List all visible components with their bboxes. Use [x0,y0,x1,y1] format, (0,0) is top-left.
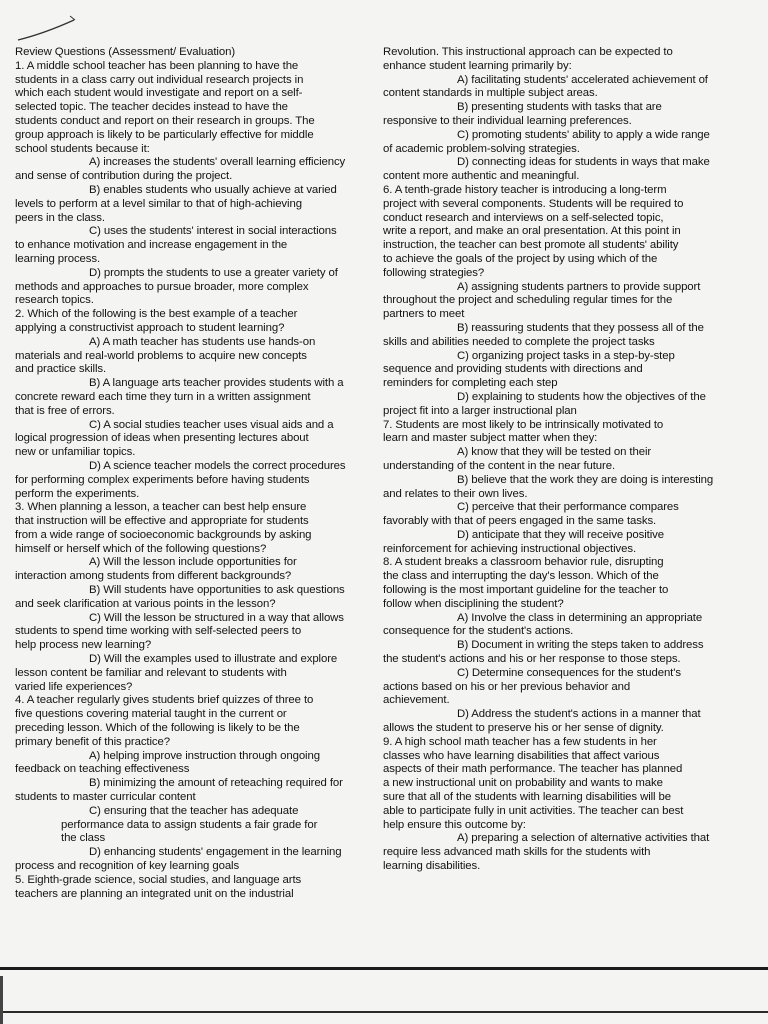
text-line: consequence for the student's actions. [383,625,574,638]
text-line: B) A language arts teacher provides students with a [89,377,344,390]
text-line: materials and real-world problems to acquire new concepts [15,349,307,362]
text-line: 7. Students are most likely to be intrinsically motivated to [383,418,664,431]
text-line: Revolution. This instructional approach can be expected to [383,46,673,58]
text-line: peers in the class. [15,211,105,224]
text-line: applying a constructivist approach to student learning? [15,321,285,334]
text-line: A) helping improve instruction through ongoing [89,749,320,762]
text-line: A) Involve the class in determining an appropriate [457,611,703,624]
text-line: responsive to their individual learning preferences. [383,114,632,127]
text-line: A) assigning students partners to provide support [457,280,701,293]
text-line: C) uses the students' interest in social interactions [89,225,337,238]
text-line: to enhance motivation and increase engagement in the [15,239,288,252]
text-line: interaction among students from different backgrounds? [15,570,292,583]
text-line: 4. A teacher regularly gives students brief quizzes of three to [15,694,314,707]
text-line: selected topic. The teacher decides instead to have the [15,101,288,114]
text-line: C) promoting students' ability to apply a wide range [457,128,710,141]
text-line: five questions covering material taught in the current or [15,708,287,721]
text-line: teachers are planning an integrated unit on the industrial [15,887,294,900]
text-line: and relates to their own lives. [383,487,528,500]
text-line: instruction, the teacher can best promote all students' ability [383,239,679,252]
text-line: D) explaining to students how the objectives of the [457,390,706,403]
text-line: C) A social studies teacher uses visual aids and a [89,418,334,431]
text-line: that is free of errors. [15,404,115,417]
text-line: B) presenting students with tasks that are [457,101,662,114]
text-line: Review Questions (Assessment/ Evaluation) [15,46,236,58]
text-line: group approach is likely to be particularly effective for middle [15,128,314,141]
text-line: A) know that they will be tested on their [457,446,652,459]
text-line: new or unfamiliar topics. [15,446,136,459]
text-line: students to master curricular content [15,791,196,804]
text-line: D) Address the student's actions in a manner that [457,708,701,721]
text-line: varied life experiences? [15,680,133,693]
text-line: follow when disciplining the student? [383,597,564,610]
right-column [383,46,743,874]
text-line: content standards in multiple subject areas. [383,87,598,100]
text-line: help ensure this outcome by: [383,818,526,831]
text-line: D) enhancing students' engagement in the learning [89,846,342,859]
text-line: achievement. [383,694,450,707]
scan-edge-mark [0,976,3,1024]
text-line: 2. Which of the following is the best example of a teacher [15,308,298,321]
text-line: A) increases the students' overall learning efficiency [89,156,346,169]
text-line: enhance student learning primarily by: [383,59,572,72]
text-line: D) prompts the students to use a greater variety of [89,266,338,279]
text-line: C) organizing project tasks in a step-by-step [457,349,675,362]
text-line: skills and abilities needed to complete the project tasks [383,335,655,348]
text-line: learning process. [15,252,101,265]
text-line: and practice skills. [15,363,107,376]
text-line: of academic problem-solving strategies. [383,142,580,155]
text-line: aspects of their math performance. The teacher has planned [383,763,683,776]
left-column [15,46,380,901]
text-line: school students because it: [15,142,150,155]
text-line: to achieve the goals of the project by using which of the [383,252,658,265]
text-line: himself or herself which of the following questions? [15,542,267,555]
text-line: actions based on his or her previous behavior and [383,680,631,693]
text-line: C) ensuring that the teacher has adequate [89,804,299,817]
text-line: reinforcement for achieving instructional objectives. [383,542,637,555]
text-line: performance data to assign students a fair grade for [61,818,318,831]
text-line: partners to meet [383,308,465,321]
text-line: 6. A tenth-grade history teacher is introducing a long-term [383,183,667,196]
pen-mark-icon [14,10,84,50]
text-line: primary benefit of this practice? [15,735,170,748]
text-line: a new instructional unit on probability and wants to make [383,777,663,790]
text-line: D) anticipate that they will receive positive [457,528,664,541]
text-line: C) perceive that their performance compares [457,501,679,514]
text-line: which each student would investigate and report on a self- [15,87,303,100]
text-line: D) connecting ideas for students in ways that make [457,156,710,169]
text-line: help process new learning? [15,639,152,652]
text-line: B) Document in writing the steps taken to address [457,639,704,652]
text-line: B) enables students who usually achieve at varied [89,183,337,196]
text-line: sequence and providing students with directions and [383,363,643,376]
text-line: D) A science teacher models the correct procedures [89,459,346,472]
text-line: 3. When planning a lesson, a teacher can best help ensure [15,501,307,514]
text-line: 5. Eighth-grade science, social studies, and language arts [15,873,302,886]
text-line: throughout the project and scheduling regular times for the [383,294,673,307]
text-line: C) Will the lesson be structured in a way that allows [89,611,344,624]
text-line: for performing complex experiments before having students [15,473,310,486]
text-line: methods and approaches to pursue broader, more complex [15,280,309,293]
scan-edge-line [0,1011,768,1013]
text-line: conduct research and interviews on a self-selected topic, [383,211,664,224]
text-line: B) minimizing the amount of reteaching required for [89,777,343,790]
text-line: learn and master subject matter when they: [383,432,598,445]
text-line: 1. A middle school teacher has been planning to have the [15,59,299,72]
text-line: allows the student to preserve his or her sense of dignity. [383,722,664,735]
text-line: A) facilitating students' accelerated achievement of [457,73,708,86]
text-line: write a report, and make an oral presentation. At this point in [383,225,681,238]
text-line: project fit into a larger instructional plan [383,404,577,417]
text-line: project with several components. Students will be required to [383,197,684,210]
text-line: students to spend time working with self-selected peers to [15,625,302,638]
text-line: concrete reward each time they turn in a written assignment [15,390,311,403]
text-line: levels to perform at a level similar to that of high-achieving [15,197,302,210]
text-line: favorably with that of peers engaged in the same tasks. [383,515,657,528]
text-line: B) believe that the work they are doing is interesting [457,473,714,486]
text-line: the class [61,832,106,845]
text-line: research topics. [15,294,94,307]
text-line: students conduct and report on their research in groups. The [15,114,315,127]
text-line: from a wide range of socioeconomic backgrounds by asking [15,528,312,541]
text-line: preceding lesson. Which of the following is likely to be the [15,722,300,735]
text-line: understanding of the content in the near future. [383,459,616,472]
text-line: D) Will the examples used to illustrate and explore [89,653,338,666]
text-line: learning disabilities. [383,860,481,873]
text-line: and sense of contribution during the project. [15,170,233,183]
text-line: and seek clarification at various points in the lesson? [15,597,276,610]
text-line: perform the experiments. [15,487,140,500]
text-line: that instruction will be effective and appropriate for students [15,515,309,528]
text-line: the class and interrupting the day's lesson. Which of the [383,570,659,583]
text-line: content more authentic and meaningful. [383,170,580,183]
text-line: the student's actions and his or her response to those steps. [383,653,681,666]
text-line: C) Determine consequences for the student's [457,666,681,679]
text-line: A) A math teacher has students use hands-on [89,335,316,348]
text-line: B) reassuring students that they possess all of the [457,321,704,334]
text-line: following is the most important guideline for the teacher to [383,584,669,597]
text-line: A) preparing a selection of alternative activities that [457,832,710,845]
text-line: reminders for completing each step [383,377,558,390]
page-bottom-border [0,967,768,970]
text-line: A) Will the lesson include opportunities for [89,556,297,569]
text-line: sure that all of the students with learning disabilities will be [383,791,672,804]
text-line: able to participate fully in unit activities. The teacher can best [383,804,684,817]
text-line: lesson content be familiar and relevant to students with [15,666,287,679]
text-line: process and recognition of key learning goals [15,860,240,873]
text-line: feedback on teaching effectiveness [15,763,190,776]
text-line: B) Will students have opportunities to ask questions [89,584,345,597]
text-line: require less advanced math skills for the students with [383,846,651,859]
text-line: 9. A high school math teacher has a few students in her [383,735,657,748]
text-line: 8. A student breaks a classroom behavior rule, disrupting [383,556,664,569]
text-line: following strategies? [383,266,485,279]
text-line: classes who have learning disabilities that affect various [383,749,660,762]
text-line: students in a class carry out individual research projects in [15,73,304,86]
text-line: logical progression of ideas when presenting lectures about [15,432,309,445]
